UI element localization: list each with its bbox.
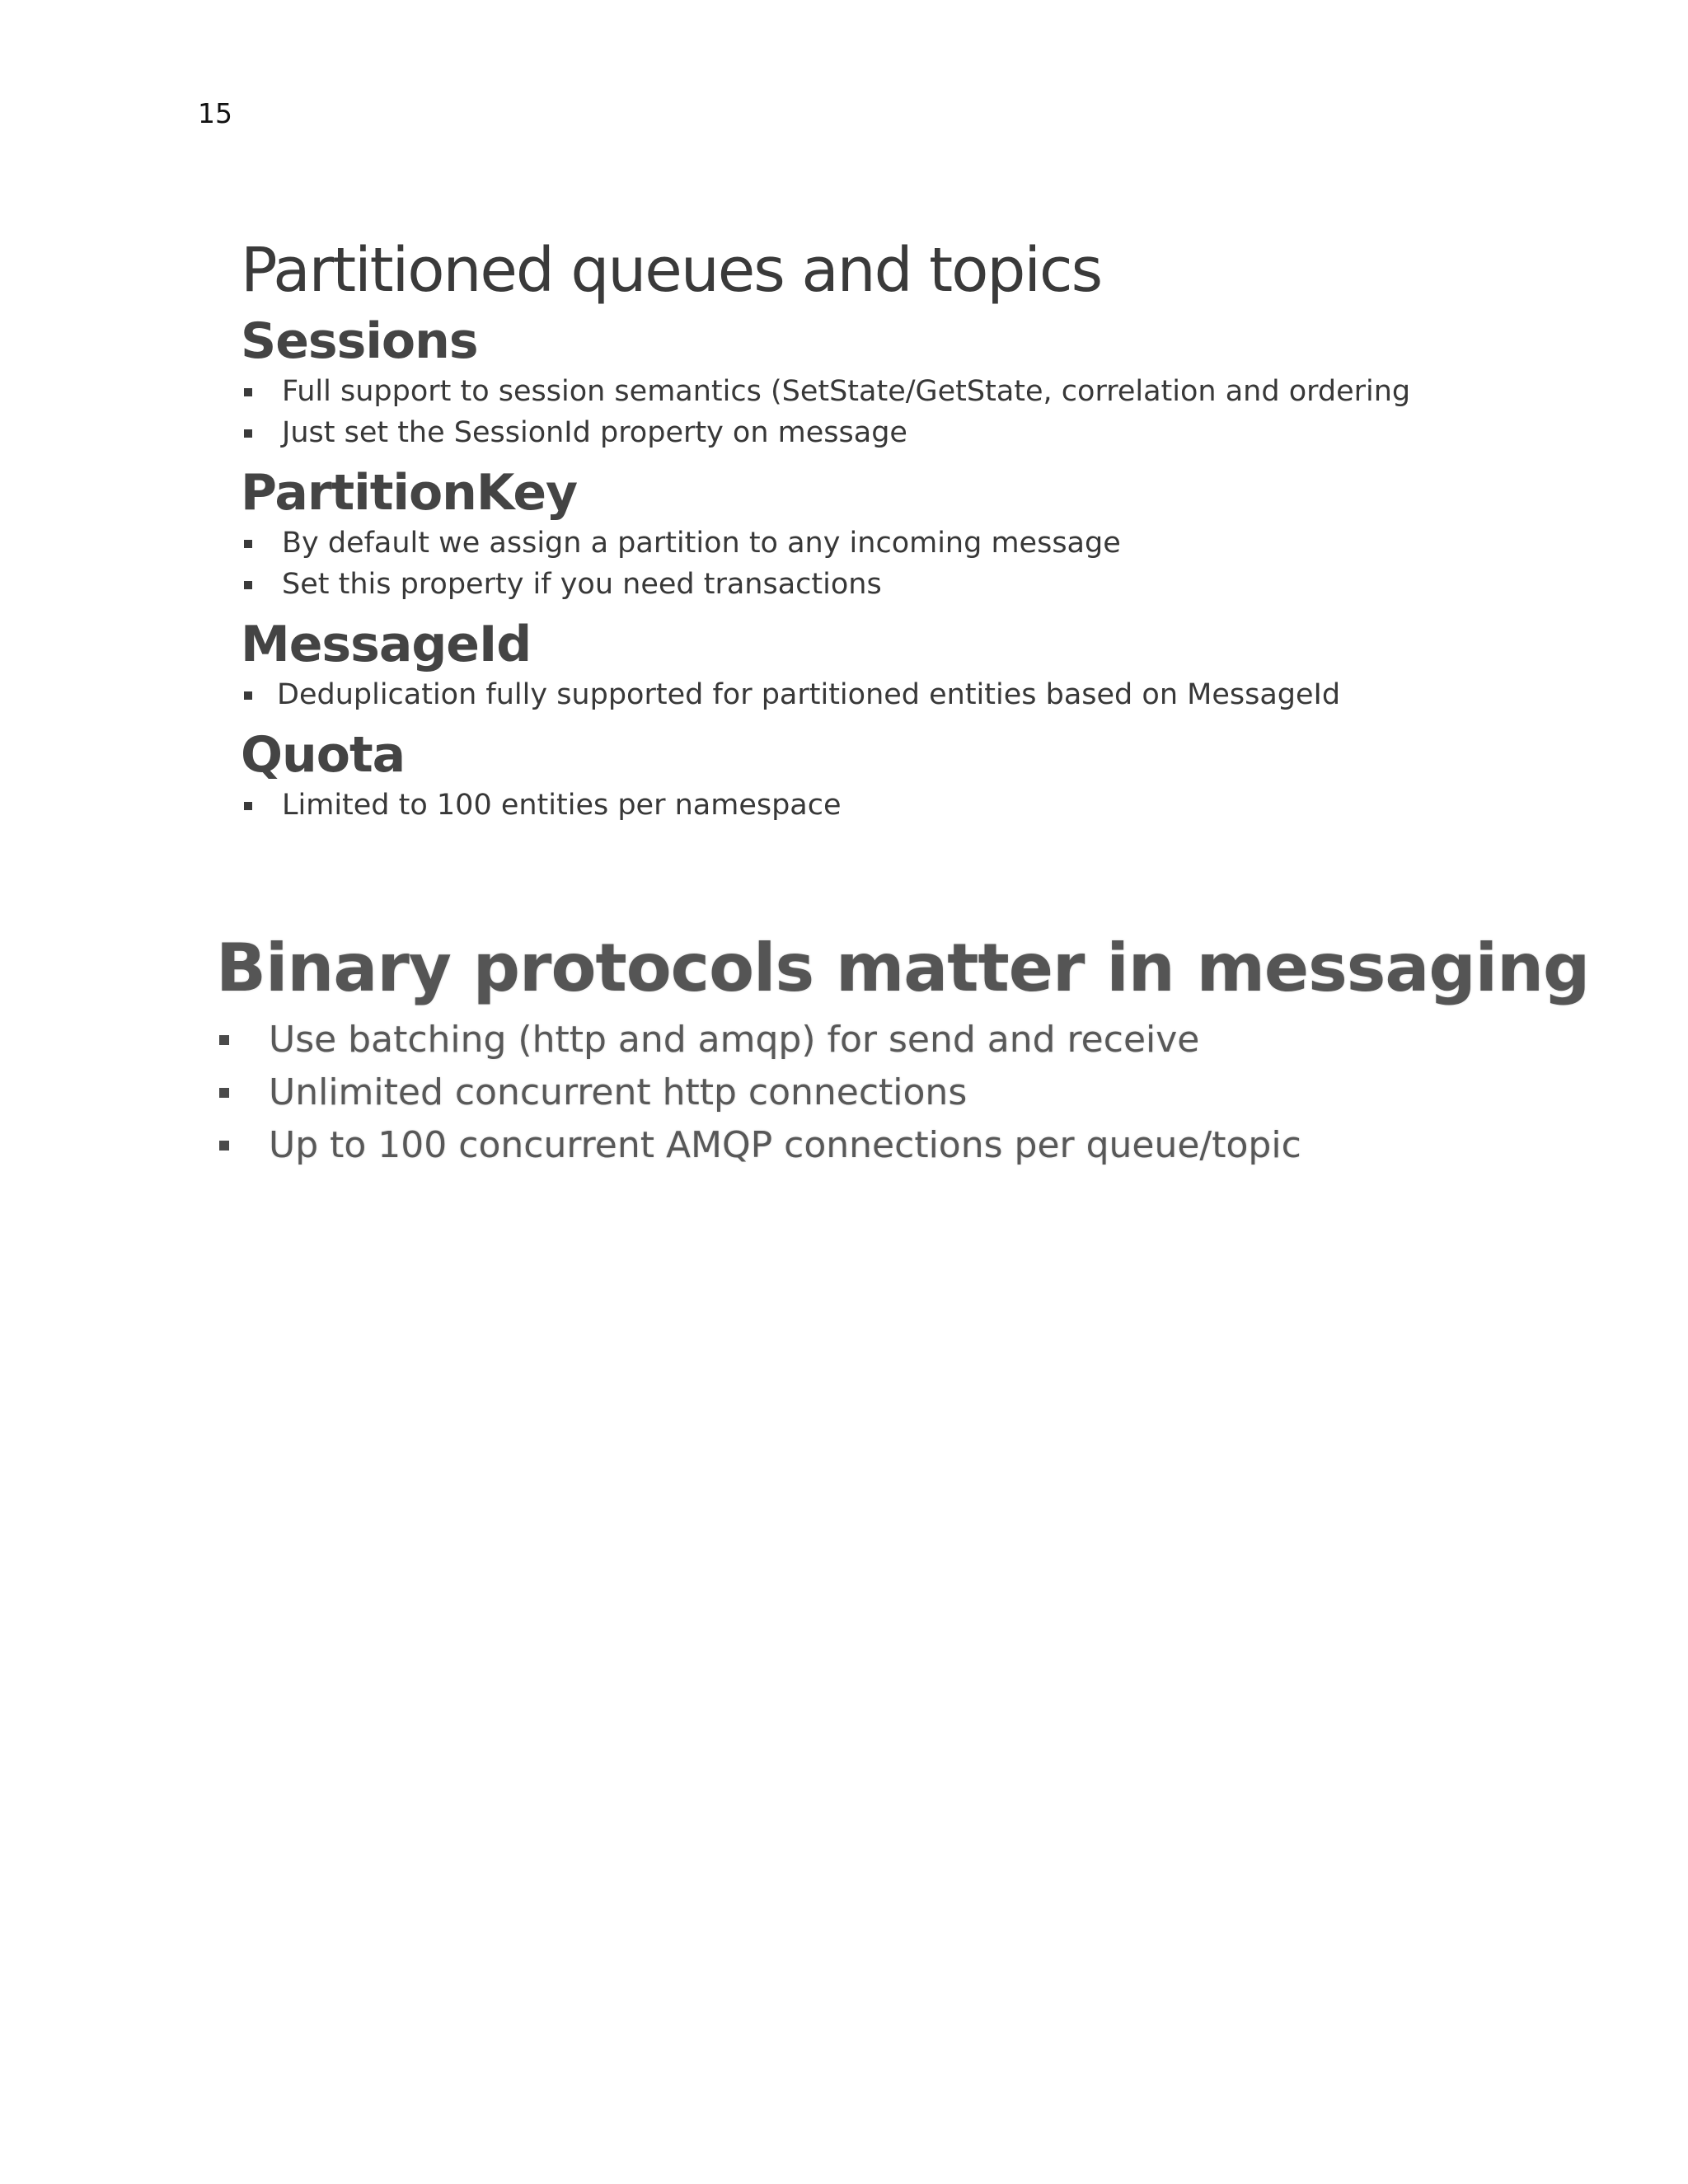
slide-partitioned-queues [241,229,1658,836]
bullet-square-icon [219,1141,229,1151]
bullet-item [241,674,1658,715]
bullet-list [241,674,1658,715]
bullet-text: Just set the SessionId property on message [282,416,907,449]
bullet-square-icon [244,429,252,438]
slide-title: Partitioned queues and topics [241,235,1102,306]
page-number: 15 [198,97,232,129]
bullet-list [241,523,1658,605]
section-heading: MessageId [241,616,532,673]
bullet-square-icon [244,581,252,589]
section-partitionkey [241,463,1658,605]
section-heading: Sessions [241,312,478,370]
slide-binary-protocols [216,923,1667,1172]
bullet-list [241,371,1658,453]
bullet-item [241,785,1658,826]
bullet-text: Deduplication fully supported for partitioned entities based on MessageId [277,678,1341,711]
bullet-list [216,1014,1667,1172]
bullet-item [241,371,1658,412]
section-messageid [241,615,1658,715]
bullet-text: Limited to 100 entities per namespace [282,789,842,822]
section-heading: Quota [241,726,406,784]
bullet-text: Set this property if you need transactions [282,568,882,601]
bullet-item [216,1014,1667,1066]
bullet-text: Use batching (http and amqp) for send and receive [269,1019,1200,1061]
bullet-square-icon [244,802,252,810]
bullet-square-icon [244,388,252,396]
bullet-list [241,785,1658,826]
bullet-text: Unlimited concurrent http connections [269,1071,968,1113]
bullet-text: Up to 100 concurrent AMQP connections per queue/topic [269,1124,1301,1166]
bullet-square-icon [219,1035,229,1045]
bullet-text: By default we assign a partition to any incoming message [282,527,1121,560]
section-quota [241,725,1658,826]
bullet-item [216,1119,1667,1172]
section-sessions [241,312,1658,453]
bullet-item [216,1066,1667,1119]
bullet-square-icon [244,691,252,700]
section-heading: PartitionKey [241,464,578,522]
bullet-square-icon [219,1088,229,1098]
slide-title: Binary protocols matter in messaging [216,930,1590,1006]
bullet-square-icon [244,540,252,548]
bullet-item [241,412,1658,453]
bullet-item [241,523,1658,564]
bullet-item [241,564,1658,605]
bullet-text: Full support to session semantics (SetState/GetState, correlation and ordering [282,375,1411,408]
